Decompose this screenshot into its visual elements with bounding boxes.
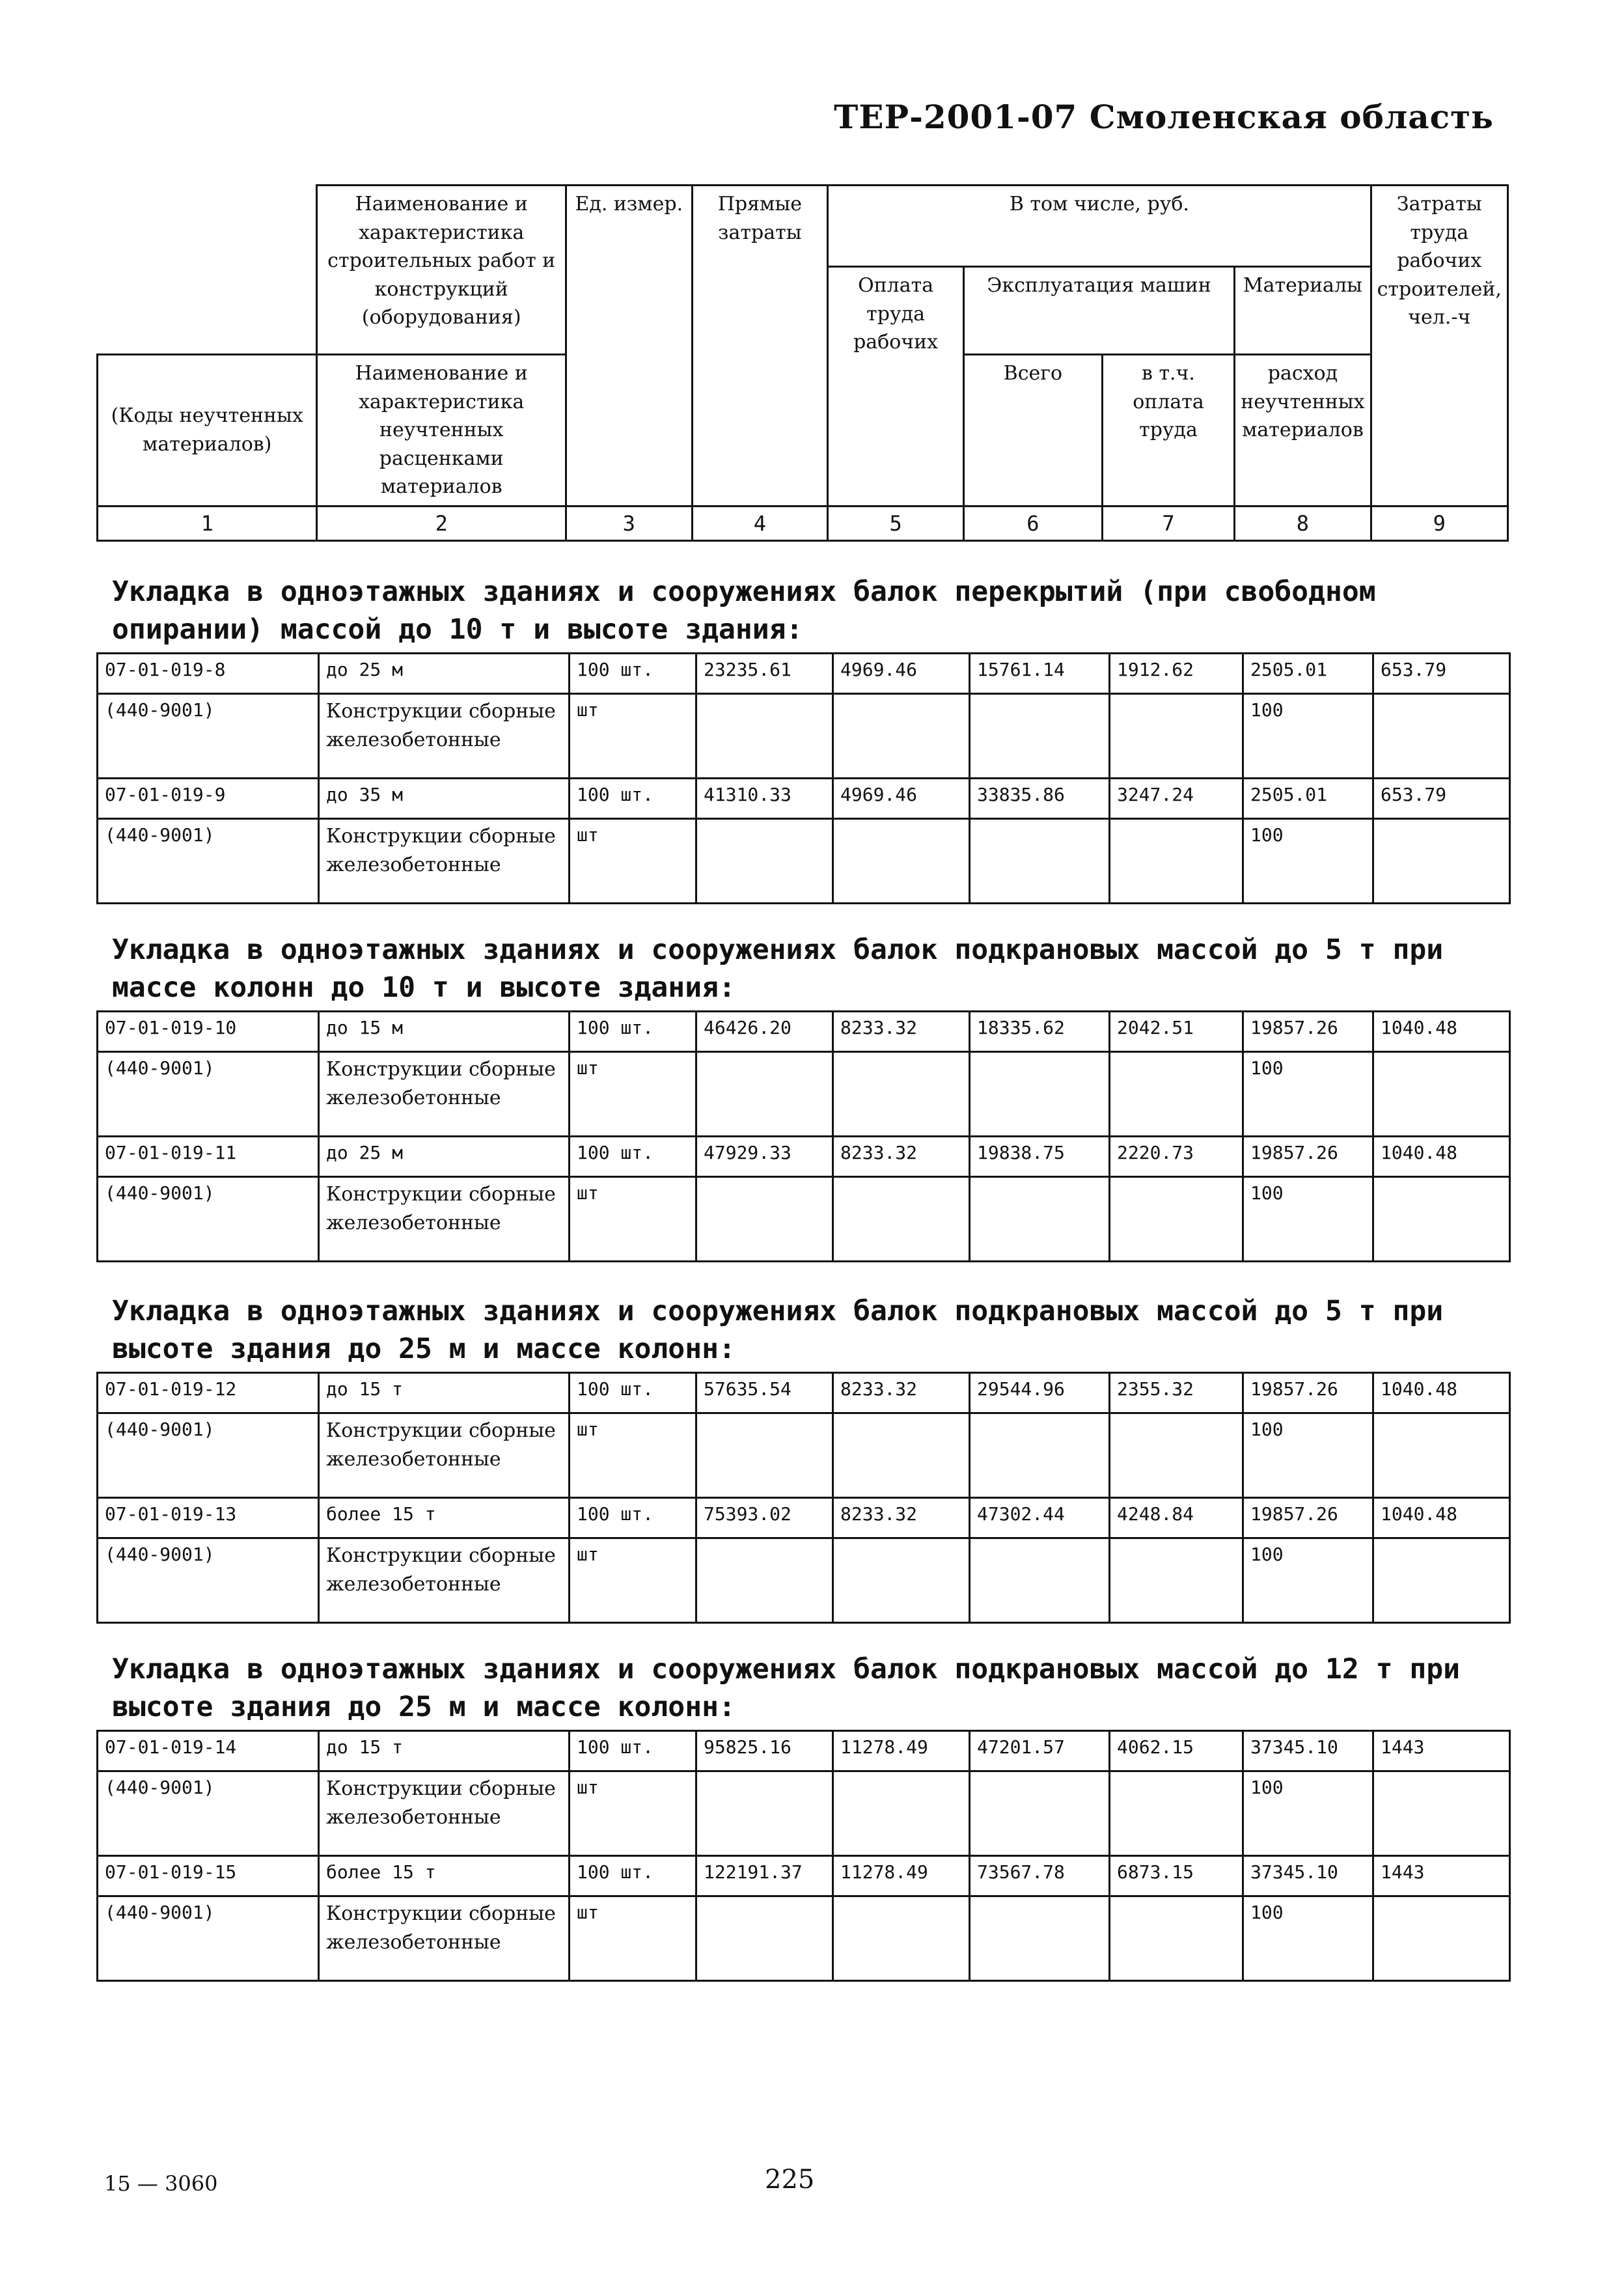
materials-cost: 19857.26 bbox=[1243, 1137, 1373, 1177]
materials-cost: 37345.10 bbox=[1243, 1731, 1373, 1771]
direct-costs: 46426.20 bbox=[696, 1012, 833, 1052]
rate-name: Конструкции сборные железобетонные bbox=[319, 1771, 570, 1856]
materials-cost: 37345.10 bbox=[1243, 1856, 1373, 1896]
rate-name: Конструкции сборные железобетонные bbox=[319, 1896, 570, 1981]
material-consumption: 100 bbox=[1243, 1896, 1373, 1981]
labor-cost: 1443 bbox=[1373, 1731, 1510, 1771]
direct-costs bbox=[696, 1538, 833, 1623]
machines-pay: 2355.32 bbox=[1110, 1373, 1243, 1413]
rate-name: Конструкции сборные железобетонные bbox=[319, 819, 570, 904]
section-title: Укладка в одноэтажных зданиях и сооружениях балок подкрановых массой до 5 т при массе колонн до 10 т и высоте здания: bbox=[112, 934, 1444, 1004]
labor-pay bbox=[833, 1413, 970, 1498]
direct-costs bbox=[696, 694, 833, 779]
rate-row bbox=[98, 1012, 1510, 1052]
header-labor-pay: Оплата труда рабочих bbox=[828, 267, 964, 506]
rate-name: Конструкции сборные железобетонные bbox=[319, 1177, 570, 1262]
rate-code: 07-01-019-14 bbox=[98, 1731, 319, 1771]
direct-costs: 57635.54 bbox=[696, 1373, 833, 1413]
material-consumption: 100 bbox=[1243, 1538, 1373, 1623]
labor-cost bbox=[1373, 694, 1510, 779]
rate-name: Конструкции сборные железобетонные bbox=[319, 694, 570, 779]
machines-total: 29544.96 bbox=[970, 1373, 1110, 1413]
material-row bbox=[98, 819, 1510, 904]
machines-total: 47201.57 bbox=[970, 1731, 1110, 1771]
unit: шт bbox=[570, 694, 696, 779]
machines-pay: 6873.15 bbox=[1110, 1856, 1243, 1896]
labor-cost bbox=[1373, 1771, 1510, 1856]
rate-name: до 25 м bbox=[319, 1137, 570, 1177]
labor-pay bbox=[833, 1896, 970, 1981]
labor-cost: 1040.48 bbox=[1373, 1137, 1510, 1177]
rate-code: (440-9001) bbox=[98, 819, 319, 904]
labor-cost bbox=[1373, 1177, 1510, 1262]
machines-total: 18335.62 bbox=[970, 1012, 1110, 1052]
column-number: 8 bbox=[1235, 506, 1371, 540]
material-row bbox=[98, 1896, 1510, 1981]
header-name-bottom: Наименование и характеристика неучтенных расценками материалов bbox=[317, 355, 566, 506]
material-row bbox=[98, 1771, 1510, 1856]
column-number: 7 bbox=[1102, 506, 1234, 540]
header-labor-cost: Затраты труда рабочих строителей, чел.-ч bbox=[1371, 186, 1507, 506]
header-machines-total: Всего bbox=[963, 355, 1102, 506]
machines-total: 19838.75 bbox=[970, 1137, 1110, 1177]
materials-cost: 2505.01 bbox=[1243, 654, 1373, 694]
machines-pay: 1912.62 bbox=[1110, 654, 1243, 694]
unit: шт bbox=[570, 1413, 696, 1498]
unit: шт bbox=[570, 819, 696, 904]
rate-code: 07-01-019-15 bbox=[98, 1856, 319, 1896]
labor-cost: 1040.48 bbox=[1373, 1012, 1510, 1052]
machines-pay: 4248.84 bbox=[1110, 1498, 1243, 1538]
section-title: Укладка в одноэтажных зданиях и сооружениях балок подкрановых массой до 12 т при высоте здания до 25 м и массе колонн: bbox=[112, 1653, 1461, 1723]
machines-total: 15761.14 bbox=[970, 654, 1110, 694]
machines-total: 47302.44 bbox=[970, 1498, 1110, 1538]
direct-costs bbox=[696, 1896, 833, 1981]
unit: 100 шт. bbox=[570, 1731, 696, 1771]
labor-cost: 653.79 bbox=[1373, 654, 1510, 694]
labor-cost bbox=[1373, 1052, 1510, 1137]
materials-cost: 19857.26 bbox=[1243, 1373, 1373, 1413]
rates-table bbox=[96, 1372, 1511, 1624]
direct-costs: 122191.37 bbox=[696, 1856, 833, 1896]
column-number: 6 bbox=[963, 506, 1102, 540]
rate-row bbox=[98, 1731, 1510, 1771]
machines-pay bbox=[1110, 1538, 1243, 1623]
rate-row bbox=[98, 779, 1510, 819]
unit: 100 шт. bbox=[570, 1012, 696, 1052]
machines-pay bbox=[1110, 1177, 1243, 1262]
machines-total bbox=[970, 694, 1110, 779]
rate-row bbox=[98, 1856, 1510, 1896]
header-codes: (Коды неучтенных материалов) bbox=[98, 355, 317, 506]
rate-code: 07-01-019-9 bbox=[98, 779, 319, 819]
rate-row bbox=[98, 1373, 1510, 1413]
rate-name: до 35 м bbox=[319, 779, 570, 819]
material-consumption: 100 bbox=[1243, 694, 1373, 779]
direct-costs: 23235.61 bbox=[696, 654, 833, 694]
machines-pay: 2042.51 bbox=[1110, 1012, 1243, 1052]
material-consumption: 100 bbox=[1243, 1413, 1373, 1498]
labor-pay: 4969.46 bbox=[833, 779, 970, 819]
column-header-table bbox=[96, 184, 1509, 542]
machines-pay: 4062.15 bbox=[1110, 1731, 1243, 1771]
unit: шт bbox=[570, 1896, 696, 1981]
machines-total bbox=[970, 1413, 1110, 1498]
machines-pay bbox=[1110, 1896, 1243, 1981]
labor-pay bbox=[833, 1771, 970, 1856]
labor-pay: 11278.49 bbox=[833, 1731, 970, 1771]
column-number: 5 bbox=[828, 506, 964, 540]
column-number: 2 bbox=[317, 506, 566, 540]
rate-code: 07-01-019-8 bbox=[98, 654, 319, 694]
machines-total bbox=[970, 1771, 1110, 1856]
rate-row bbox=[98, 654, 1510, 694]
rate-name: Конструкции сборные железобетонные bbox=[319, 1052, 570, 1137]
material-consumption: 100 bbox=[1243, 1177, 1373, 1262]
materials-cost: 2505.01 bbox=[1243, 779, 1373, 819]
direct-costs: 75393.02 bbox=[696, 1498, 833, 1538]
labor-pay: 11278.49 bbox=[833, 1856, 970, 1896]
header-machines: Эксплуатация машин bbox=[963, 267, 1234, 355]
material-row bbox=[98, 1538, 1510, 1623]
header-name-top: Наименование и характеристика строительных работ и конструкций (оборудования) bbox=[317, 186, 566, 355]
unit: 100 шт. bbox=[570, 1498, 696, 1538]
materials-cost: 19857.26 bbox=[1243, 1012, 1373, 1052]
labor-cost bbox=[1373, 1413, 1510, 1498]
machines-total bbox=[970, 1538, 1110, 1623]
header-machines-pay: в т.ч. оплата труда bbox=[1102, 355, 1234, 506]
page-number: 225 bbox=[765, 2165, 815, 2195]
rate-code: (440-9001) bbox=[98, 1538, 319, 1623]
material-row bbox=[98, 1413, 1510, 1498]
material-consumption: 100 bbox=[1243, 819, 1373, 904]
header-materials-consumption: расход неучтенных материалов bbox=[1235, 355, 1371, 506]
unit: 100 шт. bbox=[570, 779, 696, 819]
column-number: 4 bbox=[692, 506, 828, 540]
labor-cost: 1040.48 bbox=[1373, 1498, 1510, 1538]
machines-pay bbox=[1110, 1771, 1243, 1856]
machines-pay bbox=[1110, 1052, 1243, 1137]
machines-total bbox=[970, 819, 1110, 904]
unit: шт bbox=[570, 1177, 696, 1262]
materials-cost: 19857.26 bbox=[1243, 1498, 1373, 1538]
machines-pay: 3247.24 bbox=[1110, 779, 1243, 819]
machines-pay bbox=[1110, 819, 1243, 904]
unit: шт bbox=[570, 1771, 696, 1856]
column-number: 9 bbox=[1371, 506, 1507, 540]
material-consumption: 100 bbox=[1243, 1771, 1373, 1856]
machines-pay bbox=[1110, 694, 1243, 779]
rate-code: (440-9001) bbox=[98, 1771, 319, 1856]
rate-name: более 15 т bbox=[319, 1856, 570, 1896]
labor-pay: 4969.46 bbox=[833, 654, 970, 694]
direct-costs bbox=[696, 1177, 833, 1262]
machines-total bbox=[970, 1052, 1110, 1137]
material-consumption: 100 bbox=[1243, 1052, 1373, 1137]
labor-pay bbox=[833, 819, 970, 904]
machines-pay: 2220.73 bbox=[1110, 1137, 1243, 1177]
labor-pay bbox=[833, 1052, 970, 1137]
material-row bbox=[98, 1052, 1510, 1137]
material-row bbox=[98, 694, 1510, 779]
rate-code: (440-9001) bbox=[98, 1052, 319, 1137]
direct-costs bbox=[696, 1413, 833, 1498]
labor-cost: 653.79 bbox=[1373, 779, 1510, 819]
header-unit: Ед. измер. bbox=[566, 186, 693, 506]
direct-costs bbox=[696, 1052, 833, 1137]
unit: 100 шт. bbox=[570, 1373, 696, 1413]
rates-table bbox=[96, 1730, 1511, 1982]
rate-row bbox=[98, 1137, 1510, 1177]
labor-pay bbox=[833, 1538, 970, 1623]
rates-table bbox=[96, 1010, 1511, 1262]
footer-code: 15 — 3060 bbox=[104, 2171, 218, 2196]
labor-cost: 1040.48 bbox=[1373, 1373, 1510, 1413]
rate-code: 07-01-019-11 bbox=[98, 1137, 319, 1177]
rate-code: 07-01-019-12 bbox=[98, 1373, 319, 1413]
rate-code: 07-01-019-13 bbox=[98, 1498, 319, 1538]
section-title: Укладка в одноэтажных зданиях и сооружениях балок перекрытий (при свободном опирании) массой до 10 т и высоте здания: bbox=[112, 576, 1376, 646]
rate-name: Конструкции сборные железобетонные bbox=[319, 1413, 570, 1498]
labor-pay: 8233.32 bbox=[833, 1012, 970, 1052]
column-number: 3 bbox=[566, 506, 693, 540]
labor-cost: 1443 bbox=[1373, 1856, 1510, 1896]
unit: шт bbox=[570, 1538, 696, 1623]
rate-code: 07-01-019-10 bbox=[98, 1012, 319, 1052]
direct-costs bbox=[696, 1771, 833, 1856]
rate-name: до 25 м bbox=[319, 654, 570, 694]
unit: 100 шт. bbox=[570, 1137, 696, 1177]
rate-name: до 15 т bbox=[319, 1731, 570, 1771]
rate-code: (440-9001) bbox=[98, 1177, 319, 1262]
direct-costs bbox=[696, 819, 833, 904]
direct-costs: 41310.33 bbox=[696, 779, 833, 819]
column-number: 1 bbox=[98, 506, 317, 540]
machines-pay bbox=[1110, 1413, 1243, 1498]
direct-costs: 47929.33 bbox=[696, 1137, 833, 1177]
machines-total bbox=[970, 1177, 1110, 1262]
labor-cost bbox=[1373, 1896, 1510, 1981]
rate-row bbox=[98, 1498, 1510, 1538]
rates-table bbox=[96, 652, 1511, 904]
rate-code: (440-9001) bbox=[98, 694, 319, 779]
header-direct-costs: Прямые затраты bbox=[692, 186, 828, 506]
machines-total: 73567.78 bbox=[970, 1856, 1110, 1896]
labor-pay: 8233.32 bbox=[833, 1137, 970, 1177]
section-title: Укладка в одноэтажных зданиях и сооружениях балок подкрановых массой до 5 т при высоте здания до 25 м и массе колонн: bbox=[112, 1295, 1444, 1365]
rate-name: до 15 м bbox=[319, 1012, 570, 1052]
material-row bbox=[98, 1177, 1510, 1262]
rate-name: более 15 т bbox=[319, 1498, 570, 1538]
unit: 100 шт. bbox=[570, 654, 696, 694]
document-title: ТЕР-2001-07 Смоленская область bbox=[834, 98, 1494, 136]
rate-name: Конструкции сборные железобетонные bbox=[319, 1538, 570, 1623]
header-materials: Материалы bbox=[1235, 267, 1371, 355]
unit: 100 шт. bbox=[570, 1856, 696, 1896]
rate-name: до 15 т bbox=[319, 1373, 570, 1413]
header-including: В том числе, руб. bbox=[828, 186, 1371, 267]
labor-pay bbox=[833, 694, 970, 779]
rate-code: (440-9001) bbox=[98, 1896, 319, 1981]
labor-pay bbox=[833, 1177, 970, 1262]
machines-total: 33835.86 bbox=[970, 779, 1110, 819]
labor-cost bbox=[1373, 819, 1510, 904]
labor-cost bbox=[1373, 1538, 1510, 1623]
rate-code: (440-9001) bbox=[98, 1413, 319, 1498]
labor-pay: 8233.32 bbox=[833, 1373, 970, 1413]
machines-total bbox=[970, 1896, 1110, 1981]
labor-pay: 8233.32 bbox=[833, 1498, 970, 1538]
direct-costs: 95825.16 bbox=[696, 1731, 833, 1771]
unit: шт bbox=[570, 1052, 696, 1137]
